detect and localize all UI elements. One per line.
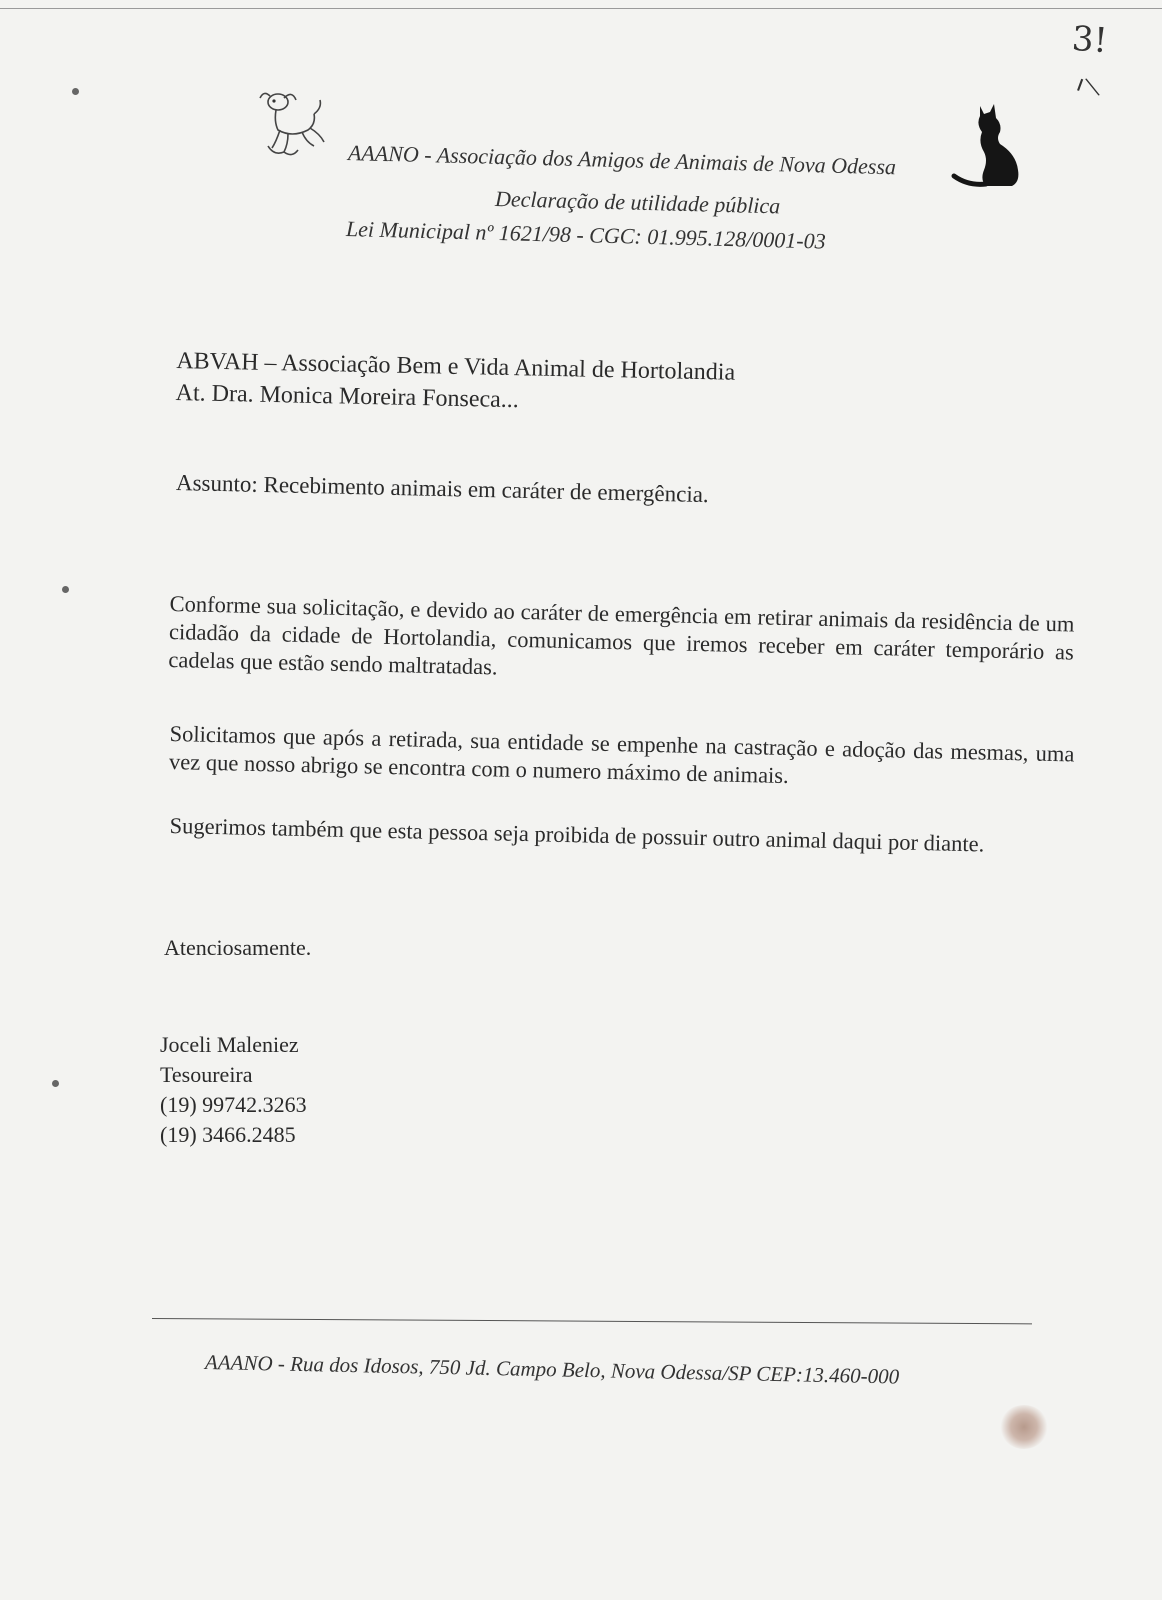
punch-hole-mark — [62, 586, 69, 593]
recipient-block — [175, 345, 735, 421]
handwritten-mark: ᐟ\ — [1070, 70, 1103, 109]
handwritten-page-number: 3! — [1070, 18, 1109, 62]
subject-line: Assunto: Recebimento animais em caráter de emergência. — [175, 470, 710, 508]
signer-phone-2: (19) 3466.2485 — [160, 1122, 296, 1147]
cat-logo-icon — [950, 102, 1036, 190]
letterhead-organization: AAANO - Associação dos Amigos de Animais de Nova Odessa — [347, 140, 897, 180]
recipient-organization: ABVAH – Associação Bem e Vida Animal de Hortolandia — [176, 348, 736, 386]
dog-logo-icon — [258, 86, 328, 160]
punch-hole-mark — [72, 88, 79, 95]
scan-top-border — [0, 8, 1162, 9]
footer-address: AAANO - Rua dos Idosos, 750 Jd. Campo Belo, Nova Odessa/SP CEP:13.460-000 — [204, 1350, 900, 1389]
body-paragraph-2: Solicitamos que após a retirada, sua entidade se empenhe na castração e adoção das mesmas, uma vez que nosso abrigo se encontra com o numero máximo de animais. — [168, 720, 1075, 789]
recipient-attention: At. Dra. Monica Moreira Fonseca... — [175, 379, 520, 414]
signer-role: Tesoureira — [160, 1062, 253, 1087]
footer-divider — [152, 1318, 1032, 1324]
letterhead-registration: Lei Municipal nº 1621/98 - CGC: 01.995.128/0001-03 — [345, 216, 826, 254]
signer-phone-1: (19) 99742.3263 — [160, 1092, 307, 1117]
letterhead-declaration: Declaração de utilidade pública — [494, 186, 781, 219]
punch-hole-mark — [52, 1080, 59, 1087]
signature-block — [160, 1030, 307, 1150]
signer-name: Joceli Maleniez — [160, 1032, 299, 1057]
stain-mark — [1000, 1405, 1048, 1449]
body-paragraph-1: Conforme sua solicitação, e devido ao caráter de emergência em retirar animais da residência de um cidadão da cidade de Hortolandia, comunicamos que iremos receber em caráter temporário as cadelas que estão sendo maltratadas. — [168, 590, 1075, 680]
closing-salutation: Atenciosamente. — [164, 935, 312, 960]
body-paragraph-3: Sugerimos também que esta pessoa seja proibida de possuir outro animal daqui por diante. — [169, 812, 985, 857]
